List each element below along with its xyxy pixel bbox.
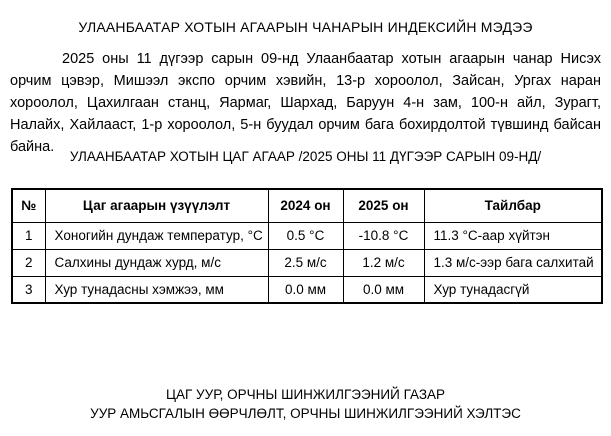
table-row xyxy=(12,276,602,303)
value-2025-cell: -10.8 °С xyxy=(343,222,424,249)
value-2024-cell: 0.0 мм xyxy=(268,276,343,303)
value-2025-cell: 0.0 мм xyxy=(343,276,424,303)
value-2025-cell: 1.2 м/с xyxy=(343,249,424,276)
row-number-cell: 3 xyxy=(12,276,45,303)
col-header-remark: Тайлбар xyxy=(424,189,602,222)
indicator-cell: Хур тунадасны хэмжээ, мм xyxy=(45,276,268,303)
footer-org-name: ЦАГ УУР, ОРЧНЫ ШИНЖИЛГЭЭНИЙ ГАЗАР xyxy=(165,387,445,402)
col-header-number: № xyxy=(12,189,45,222)
indicator-cell: Салхины дундаж хурд, м/с xyxy=(45,249,268,276)
remark-cell: 1.3 м/с-ээр бага салхитай xyxy=(424,249,602,276)
weather-table xyxy=(11,188,603,304)
value-2024-cell: 2.5 м/с xyxy=(268,249,343,276)
table-header-row xyxy=(12,189,602,222)
col-header-2025: 2025 он xyxy=(343,189,424,222)
row-number-cell: 2 xyxy=(12,249,45,276)
row-number-cell: 1 xyxy=(12,222,45,249)
remark-cell: 11.3 °С-аар хүйтэн xyxy=(424,222,602,249)
footer-division-name: УУР АМЬСГАЛЫН ӨӨРЧЛӨЛТ, ОРЧНЫ ШИНЖИЛГЭЭНИЙ ХЭЛТЭС xyxy=(90,406,521,421)
weather-heading: УЛААНБААТАР ХОТЫН ЦАГ АГААР /2025 ОНЫ 11 ДҮГЭЭР САРЫН 09-НД/ xyxy=(69,149,542,164)
document-title: УЛААНБААТАР ХОТЫН АГААРЫН ЧАНАРЫН ИНДЕКСИЙН МЭДЭЭ xyxy=(78,19,533,35)
intro-paragraph: 2025 оны 11 дүгээр сарын 09-нд Улаанбаатар хотын агаарын чанар Нисэх орчим цэвэр, Мишээл экспо орчим хэвийн, 13-р хороолол, Зайсан, Ургах наран хороолол, Цахилгаан станц, Яармаг, Шархад, Баруун 4-н зам, 100-н айл, Зурагт, Налайх, Хайлааст, 1-р хороолол, 5-н буудал орчим бага бохирдолтой түвшинд байсан байна. xyxy=(10,51,601,155)
col-header-2024: 2024 он xyxy=(268,189,343,222)
table-row xyxy=(12,249,602,276)
remark-cell: Хур тунадасгүй xyxy=(424,276,602,303)
indicator-cell: Хоногийн дундаж температур, °С xyxy=(45,222,268,249)
col-header-indicator: Цаг агаарын үзүүлэлт xyxy=(45,189,268,222)
document-footer xyxy=(0,385,611,423)
value-2024-cell: 0.5 °С xyxy=(268,222,343,249)
table-row xyxy=(12,222,602,249)
